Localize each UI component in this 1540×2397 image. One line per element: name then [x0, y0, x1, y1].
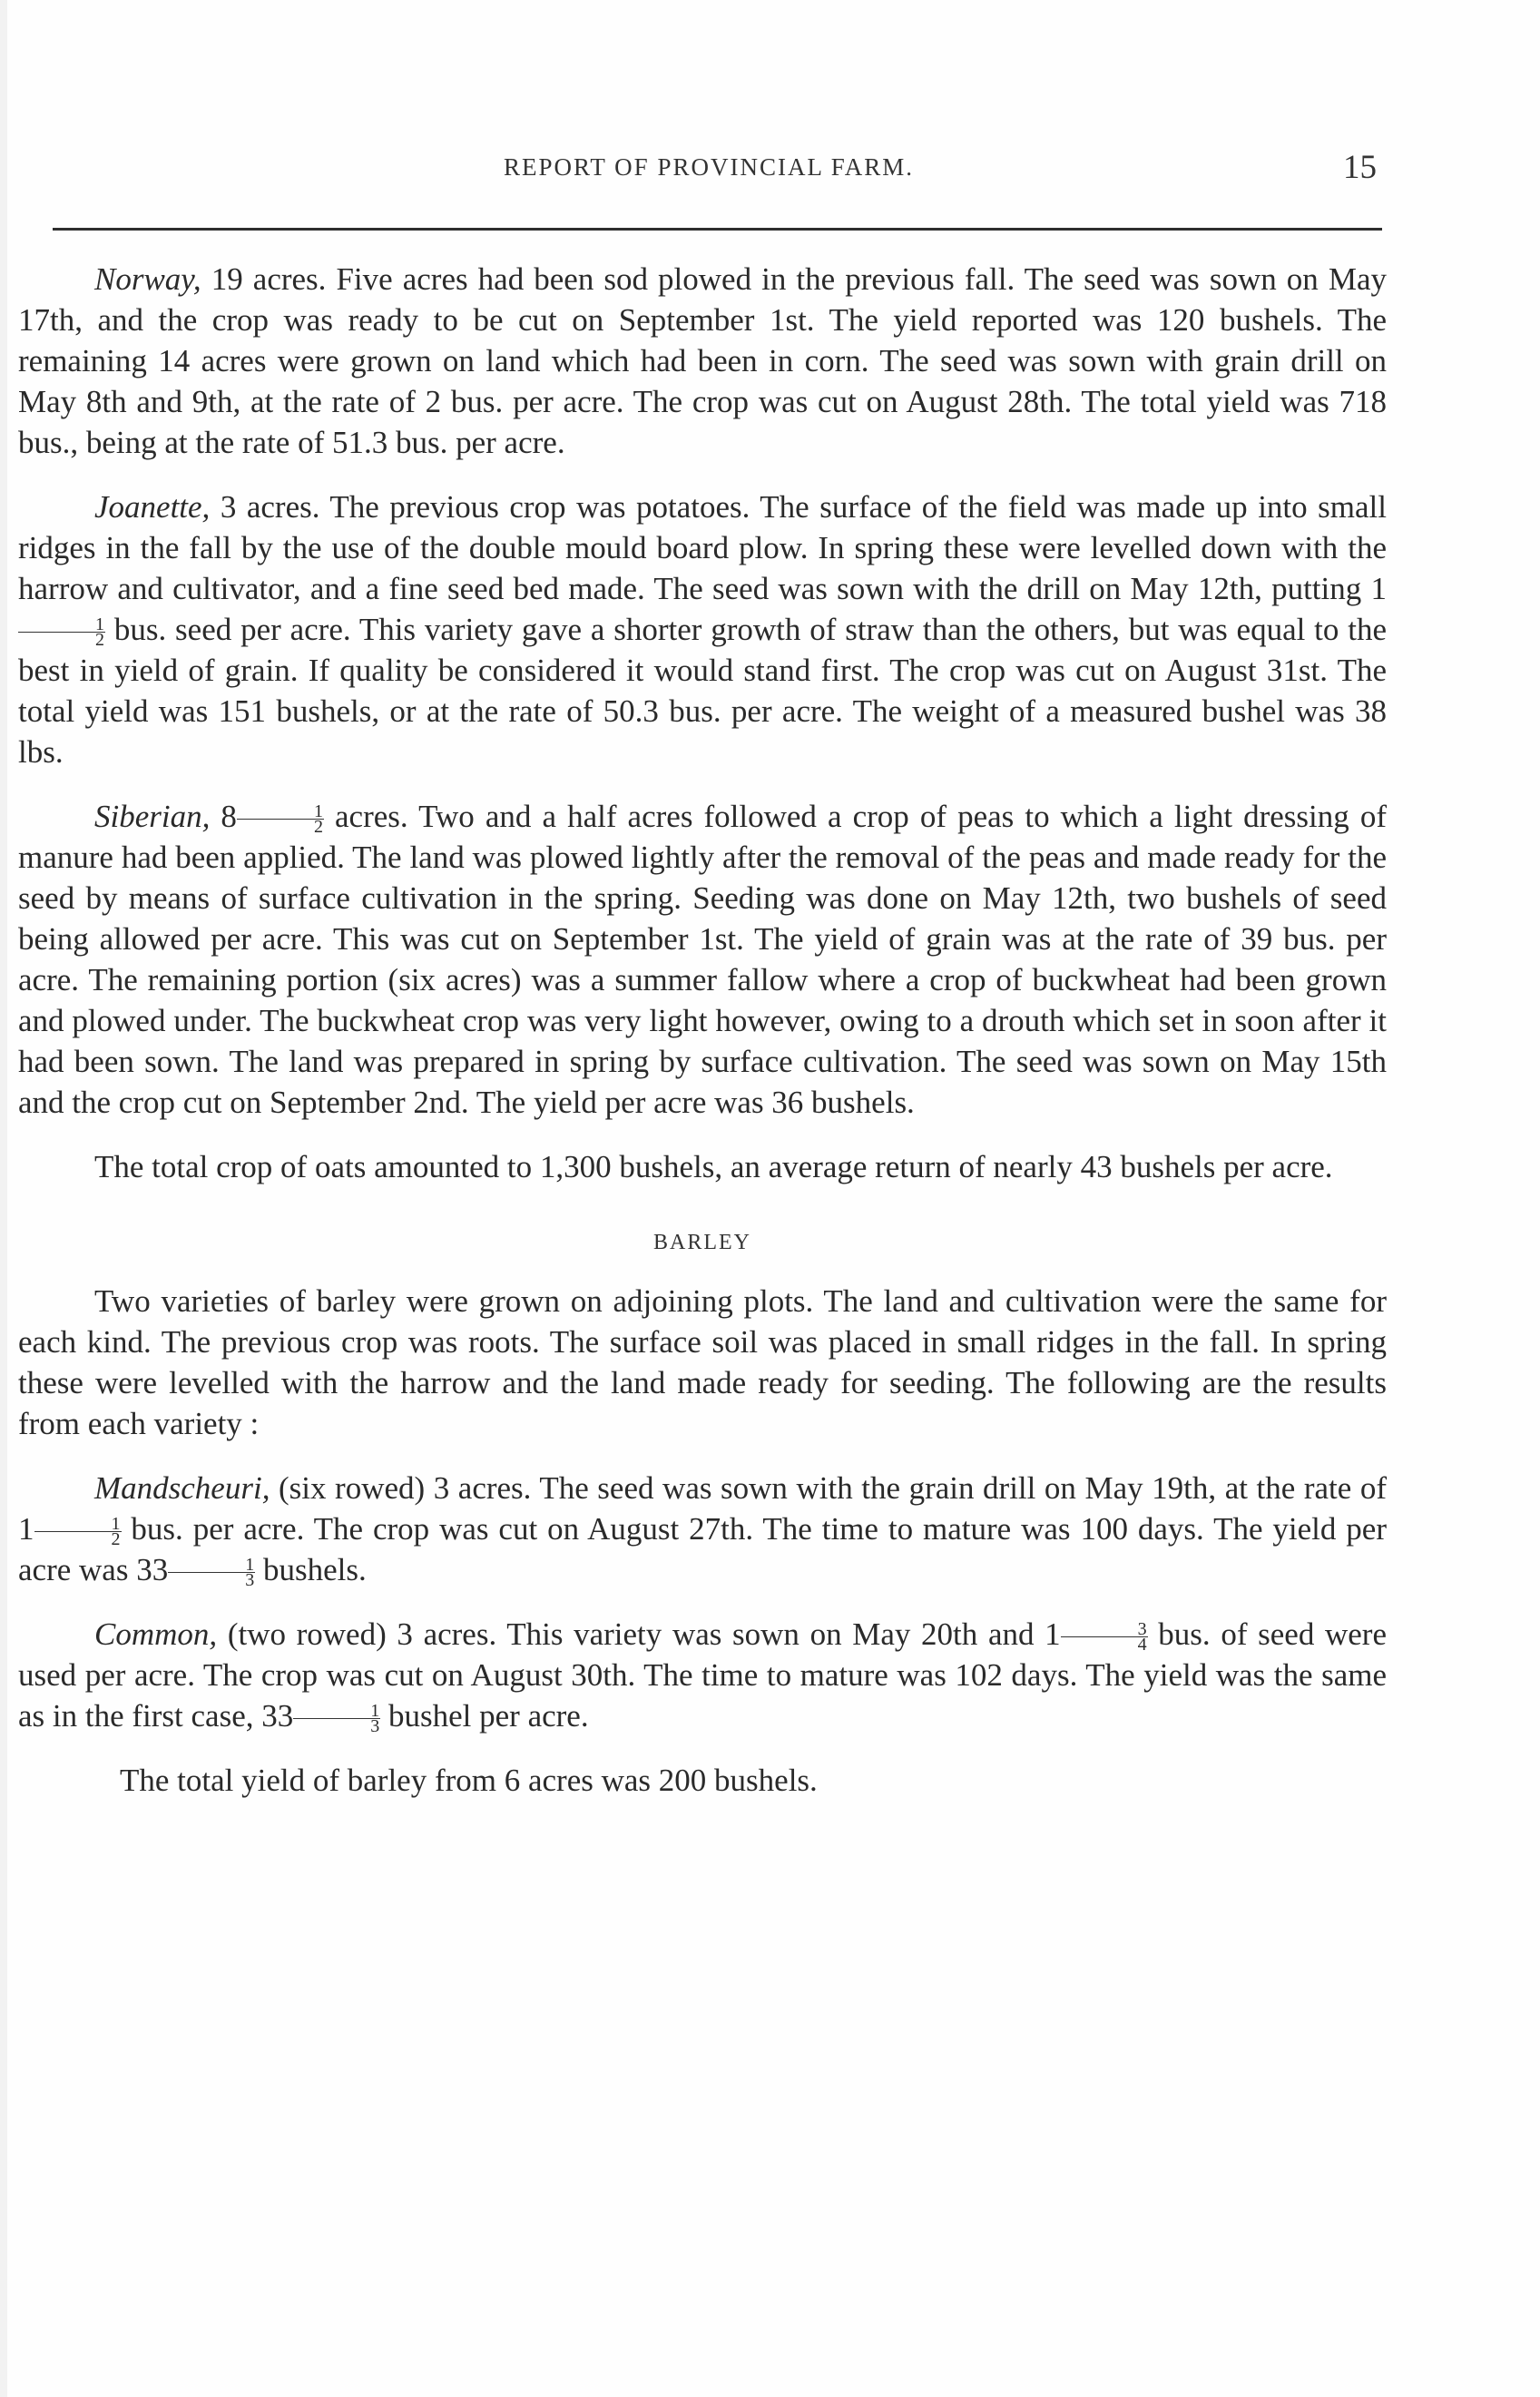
- paragraph-oats-total: The total crop of oats amounted to 1,300 bushels, an average return of nearly 43 bushels per acre.: [94, 1149, 1333, 1184]
- fraction-denominator: 2: [111, 1529, 121, 1550]
- fraction: [168, 1555, 255, 1591]
- fraction-denominator: 3: [370, 1716, 380, 1737]
- fraction: [237, 801, 324, 838]
- paragraph-text: (two rowed) 3 acres. This variety was sown on May 20th and 1: [217, 1616, 1061, 1652]
- fraction-numerator: 1: [34, 1517, 122, 1532]
- variety-name: Norway,: [94, 261, 201, 297]
- paragraph-text: bus. seed per acre. This variety gave a shorter growth of straw than the others, but was equal to the best in yield of grain. If quality be considered it would stand first. The crop was cut on August 31st. The total yield was 151 bushels, or at the rate of 50.3 bus. per acre. The weight of a measured bushel was 38 lbs.: [18, 612, 1387, 770]
- variety-name: Common,: [94, 1616, 218, 1652]
- paragraph-text: 8: [210, 799, 237, 834]
- body-text: [18, 259, 1387, 1824]
- page-header: [32, 148, 1386, 193]
- fraction: [1061, 1619, 1148, 1655]
- page-edge-shadow: [0, 0, 7, 2397]
- paragraph-norway: [18, 259, 1387, 463]
- fraction-denominator: 3: [245, 1570, 255, 1591]
- fraction-denominator: 4: [1137, 1635, 1147, 1655]
- fraction-numerator: 1: [18, 617, 105, 633]
- paragraph-text: bushel per acre.: [380, 1698, 589, 1734]
- variety-name: Siberian,: [94, 799, 211, 834]
- page-number: 15: [1343, 149, 1377, 186]
- fraction: [34, 1514, 122, 1550]
- fraction-numerator: 1: [168, 1557, 255, 1573]
- paragraph-text: bus. per acre. The crop was cut on August 27th. The time to mature was 100 days. The yield per acre was 33: [18, 1511, 1387, 1587]
- fraction: [293, 1701, 380, 1737]
- fraction-denominator: 2: [313, 817, 323, 838]
- paragraph-siberian: [18, 796, 1387, 1123]
- fraction: [18, 614, 105, 651]
- fraction-numerator: 1: [237, 804, 324, 820]
- paragraph-text: 3 acres. The previous crop was potatoes. The surface of the field was made up into small ridges in the fall by the use of the double mould board plow. In spring these were levelled down with the harrow and cultivator, and a fine seed bed made. The seed was sown with the drill on May 12th, putting 1: [18, 489, 1387, 606]
- fraction-numerator: 1: [293, 1704, 380, 1719]
- paragraph-text: bushels.: [255, 1552, 367, 1587]
- fraction-denominator: 2: [95, 630, 104, 651]
- paragraph-barley-total: The total yield of barley from 6 acres was 200 bushels.: [120, 1763, 818, 1798]
- paragraph-text: bus. of seed were used per acre. The crop was cut on August 30th. The time to mature was 102 days. The yield was the same as in the first case, 33: [18, 1616, 1387, 1734]
- variety-name: Joanette,: [94, 489, 211, 525]
- variety-name: Mandscheuri,: [94, 1470, 270, 1506]
- paragraph-common: [18, 1614, 1387, 1736]
- paragraph-text: acres. Two and a half acres followed a crop of peas to which a light dressing of manure had been applied. The land was plowed lightly after the removal of the peas and made ready for the seed by means of surface cultivation in the spring. Seeding was done on May 12th, two bushels of seed being allowed per acre. This was cut on September 1st. The yield of grain was at the rate of 39 bus. per acre. The remaining portion (six acres) was a summer fallow where a crop of buckwheat had been grown and plowed under. The buckwheat crop was very light however, owing to a drouth which set in soon after it had been sown. The land was prepared in spring by surface cultivation. The seed was sown on May 15th and the crop cut on September 2nd. The yield per acre was 36 bushels.: [18, 799, 1387, 1120]
- paragraph-barley-intro: Two varieties of barley were grown on adjoining plots. The land and cultivation were the same for each kind. The previous crop was roots. The surface soil was placed in small ridges in the fall. In spring these were levelled with the harrow and the land made ready for seeding. The following are the results from each variety :: [18, 1283, 1387, 1441]
- paragraph-text: 19 acres. Five acres had been sod plowed in the previous fall. The seed was sown on May 17th, and the crop was ready to be cut on September 1st. The yield reported was 120 bushels. The remaining 14 acres were grown on land which had been in corn. The seed was sown with grain drill on May 8th and 9th, at the rate of 2 bus. per acre. The crop was cut on August 28th. The total yield was 718 bus., being at the rate of 51.3 bus. per acre.: [18, 261, 1387, 460]
- section-heading-barley: BARLEY: [653, 1231, 751, 1254]
- paragraph-joanette: [18, 486, 1387, 772]
- fraction-numerator: 3: [1061, 1622, 1148, 1637]
- paragraph-mandscheuri: [18, 1468, 1387, 1590]
- running-head: REPORT OF PROVINCIAL FARM.: [504, 153, 914, 181]
- header-rule: [53, 228, 1382, 231]
- paragraph-text: (six rowed) 3 acres. The seed was sown with the grain drill on May 19th, at the rate of 1: [18, 1470, 1387, 1547]
